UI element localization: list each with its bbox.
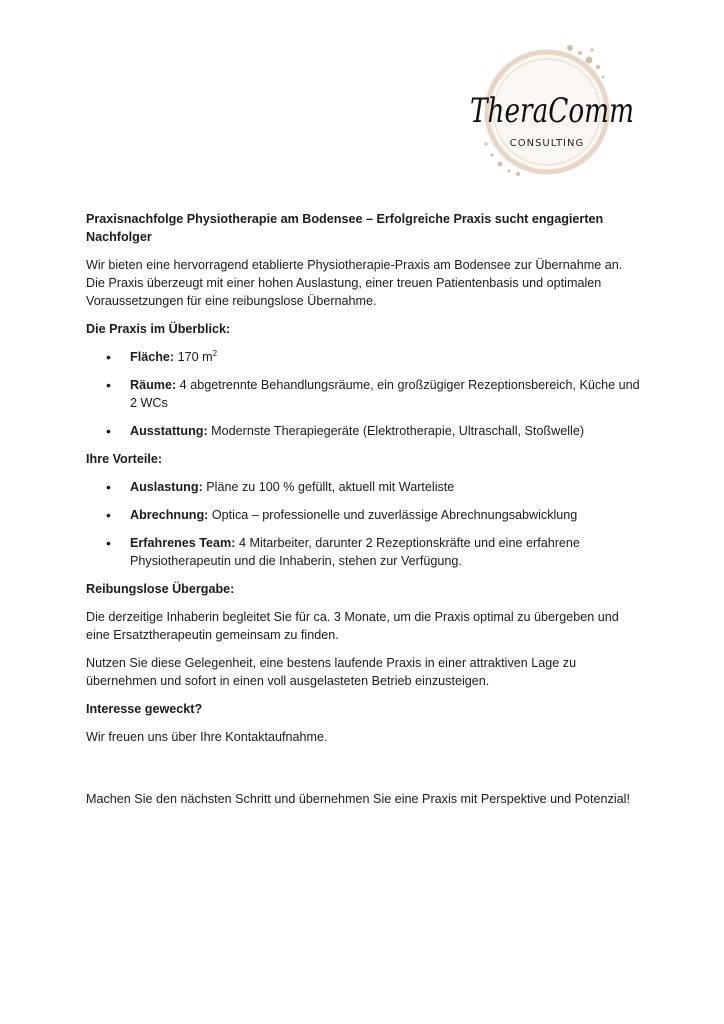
item-label: Fläche: [130,350,175,364]
advantages-heading: Ihre Vorteile: [86,452,163,466]
spacer [86,756,642,790]
item-text: Optica – professionelle und zuverlässige Abrechnungsabwicklung [208,508,578,522]
list-item [86,478,642,496]
document-body [86,210,642,818]
item-label: Räume: [130,378,177,392]
company-logo [462,40,642,190]
item-text: 4 Mitarbeiter, darunter 2 Rezeptionskräfte und eine erfahrene Physiotherapeutin und die Inhaberin, stehen zur Verfügung. [130,536,580,568]
item-superscript: 2 [212,348,218,358]
item-text: 4 abgetrennte Behandlungsräume, ein großzügiger Rezeptionsbereich, Küche und 2 WCs [130,378,640,410]
interest-paragraph: Wir freuen uns über Ihre Kontaktaufnahme. [86,730,328,744]
item-text: 170 m [174,350,213,364]
logo-sub-text: CONSULTING [509,138,585,149]
list-item [86,348,642,366]
list-item [86,376,642,412]
closing-paragraph: Machen Sie den nächsten Schritt und übernehmen Sie eine Praxis mit Perspektive und Potenzial! [86,792,630,806]
opportunity-paragraph: Nutzen Sie diese Gelegenheit, eine bestens laufende Praxis in einer attraktiven Lage zu übernehmen und sofort in einen voll ausgelasteten Betrieb einzusteigen. [86,656,577,688]
item-label: Ausstattung: [130,424,208,438]
list-item [86,506,642,524]
item-text: Modernste Therapiegeräte (Elektrotherapie, Ultraschall, Stoßwelle) [207,424,585,438]
page-title: Praxisnachfolge Physiotherapie am Bodensee – Erfolgreiche Praxis sucht engagierten Nachfolger [86,212,604,244]
handover-paragraph: Die derzeitige Inhaberin begleitet Sie für ca. 3 Monate, um die Praxis optimal zu übergeben und eine Ersatztherapeutin gemeinsam zu finden. [86,610,619,642]
intro-paragraph: Wir bieten eine hervorragend etablierte Physiotherapie-Praxis am Bodensee zur Übernahme an. Die Praxis überzeugt mit einer hohen Auslastung, einer treuen Patientenbasis und optimalen Voraussetzungen für eine reibungslose Übernahme. [86,258,623,308]
list-item [86,534,642,570]
interest-heading: Interesse geweckt? [86,702,203,716]
logo-graphic [462,40,642,190]
handover-heading: Reibungslose Übergabe: [86,582,235,596]
overview-heading: Die Praxis im Überblick: [86,322,231,336]
item-label: Auslastung: [130,480,203,494]
list-item [86,422,642,440]
overview-list [86,348,642,440]
logo-script-text: TheraComm [470,91,634,131]
item-text: Pläne zu 100 % gefüllt, aktuell mit Warteliste [202,480,455,494]
item-label: Erfahrenes Team: [130,536,236,550]
advantages-list [86,478,642,570]
item-label: Abrechnung: [130,508,209,522]
